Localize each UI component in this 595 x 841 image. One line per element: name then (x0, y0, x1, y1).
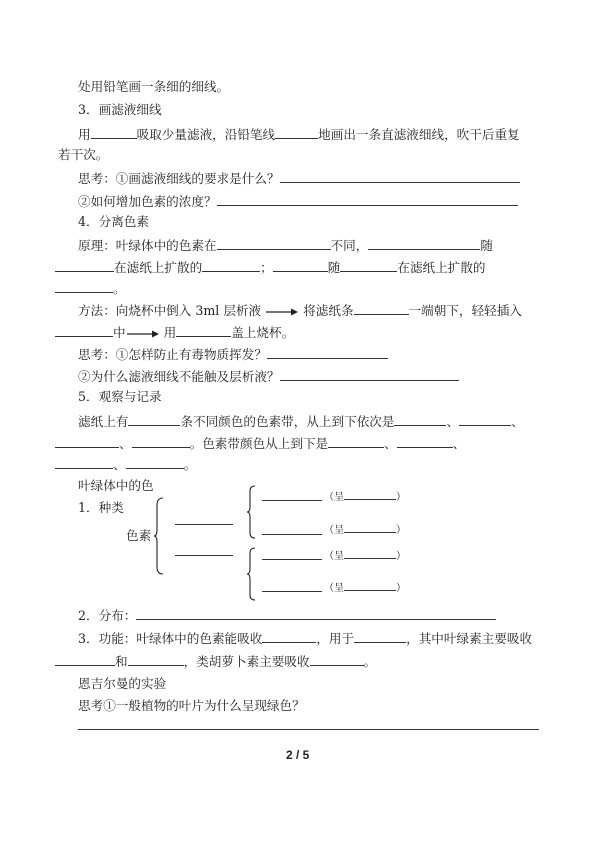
blank[interactable] (202, 259, 260, 272)
text: 不同， (330, 238, 369, 253)
page-number: 2 / 5 (286, 748, 310, 762)
answer-line[interactable] (78, 729, 539, 730)
text: 、 (384, 436, 397, 451)
section-4-heading: 4．分离色素 (78, 214, 149, 229)
function-line-1 (78, 630, 532, 647)
answer-blank[interactable] (280, 368, 459, 381)
text: （呈 (324, 525, 344, 536)
section-3-text (78, 126, 520, 143)
text: 、 (511, 414, 524, 429)
blank[interactable] (354, 630, 406, 643)
text: 3．功能：叶绿体中的色素能吸收 (78, 631, 263, 646)
text: 用 (163, 325, 177, 340)
section-3-heading: 3．画滤液细线 (78, 102, 162, 117)
text: 在滤纸上扩散的 (114, 260, 203, 275)
text: 思考：①怎样防止有毒物质挥发？ (78, 347, 267, 362)
blank[interactable] (394, 413, 446, 426)
right-arrow-icon (126, 329, 160, 339)
color-blank[interactable] (344, 522, 396, 533)
observe-line-1 (78, 413, 524, 430)
text: 随 (480, 238, 493, 253)
blank[interactable] (91, 126, 137, 139)
blank[interactable] (368, 237, 480, 250)
text: 思考：①画滤液细线的要求是什么？ (78, 171, 280, 186)
color-paren (324, 489, 406, 504)
text: 、 (119, 436, 132, 451)
color-paren (324, 548, 406, 563)
text: （呈 (324, 583, 344, 594)
principle-line-3 (55, 280, 126, 297)
text: 。 (113, 281, 126, 296)
pigment-name-blank[interactable] (262, 559, 322, 560)
text: 一端朝下，轻轻插入 (408, 303, 522, 318)
text: 在滤纸上扩散的 (397, 260, 486, 275)
text: ，用于 (316, 631, 355, 646)
section-3-question-1 (78, 170, 520, 187)
pigment-name-blank[interactable] (262, 500, 322, 501)
blank[interactable] (55, 653, 115, 666)
distribution-line (78, 607, 496, 624)
method-line-1 (78, 302, 522, 319)
blank[interactable] (310, 653, 364, 666)
pigment-heading: 叶绿体中的色 (78, 478, 154, 493)
section-3-text-cont: 若干次。 (58, 147, 109, 162)
blank[interactable] (128, 413, 180, 426)
text: ，其中叶绿素主要吸收 (406, 631, 533, 646)
blank[interactable] (132, 435, 190, 448)
answer-blank[interactable] (280, 170, 520, 183)
observe-line-3 (55, 456, 196, 473)
text: 用 (78, 127, 91, 142)
blank[interactable] (275, 126, 318, 139)
right-arrow-icon (265, 307, 299, 317)
blank[interactable] (262, 630, 316, 643)
answer-blank[interactable] (217, 193, 518, 206)
left-brace-icon (246, 547, 256, 601)
text: ； (260, 260, 273, 275)
blank[interactable] (217, 237, 331, 250)
engelmann-question: 思考①一般植物的叶片为什么呈现绿色？ (78, 698, 305, 713)
pigment-name-blank[interactable] (262, 591, 322, 592)
text: ②如何增加色素的浓度？ (78, 194, 217, 209)
engelmann-heading: 恩吉尔曼的实验 (78, 676, 167, 691)
section-3-question-2 (78, 193, 518, 210)
blank[interactable] (354, 302, 409, 315)
blank[interactable] (328, 435, 384, 448)
blank[interactable] (55, 435, 119, 448)
blank[interactable] (128, 653, 184, 666)
principle-line-2 (55, 259, 486, 276)
blank[interactable] (55, 324, 113, 337)
blank[interactable] (176, 324, 231, 337)
text: 、 (446, 414, 460, 429)
text: 地画出一条直滤液细线，吹干后重复 (318, 127, 520, 142)
color-blank[interactable] (344, 580, 396, 591)
blank[interactable] (340, 259, 397, 272)
text: 中 (113, 325, 126, 340)
blank[interactable] (459, 413, 511, 426)
text: 原理：叶绿体中的色素在 (78, 238, 217, 253)
text: 。 (183, 457, 197, 472)
pigment-name-blank[interactable] (262, 534, 322, 535)
blank[interactable] (55, 259, 114, 272)
text: 。色素带颜色从上到下是 (189, 436, 329, 451)
blank[interactable] (55, 456, 113, 469)
blank[interactable] (273, 259, 328, 272)
text: ） (396, 525, 406, 536)
pigment-class-blank-2[interactable] (175, 555, 233, 556)
text: 滤纸上有 (78, 414, 129, 429)
blank[interactable] (397, 435, 453, 448)
pigment-label: 色素 (126, 528, 152, 543)
text: （呈 (324, 551, 344, 562)
text: 方法：向烧杯中倒入 3ml 层析液 (78, 303, 262, 318)
text: （呈 (324, 492, 344, 503)
color-paren (324, 522, 406, 537)
color-paren (324, 580, 406, 595)
color-blank[interactable] (344, 489, 396, 500)
text: 。 (363, 654, 377, 669)
method-line-2 (55, 324, 294, 341)
text: ） (396, 583, 406, 594)
text: ） (396, 551, 406, 562)
answer-blank[interactable] (267, 346, 388, 359)
text: ，类胡萝卜素主要吸收 (183, 654, 310, 669)
section-4-question-1 (78, 346, 388, 363)
left-brace-icon (153, 497, 165, 575)
principle-line-1 (78, 237, 493, 254)
observe-line-2 (55, 435, 465, 452)
text: 盖上烧杯。 (231, 325, 295, 340)
text: 吸取少量滤液，沿铅笔线 (136, 127, 276, 142)
text: ） (396, 492, 406, 503)
function-line-2 (55, 653, 376, 670)
blank[interactable] (126, 456, 184, 469)
blank[interactable] (55, 280, 113, 293)
text: 条不同颜色的色素带，从上到下依次是 (180, 414, 395, 429)
text: ②为什么滤液细线不能触及层析液？ (78, 369, 280, 384)
text: 2．分布： (78, 608, 137, 623)
color-blank[interactable] (344, 548, 396, 559)
pigment-class-blank-1[interactable] (175, 524, 233, 525)
text: 和 (115, 654, 128, 669)
section-5-heading: 5．观察与记录 (78, 389, 162, 404)
answer-blank[interactable] (136, 607, 496, 620)
text: 随 (327, 260, 341, 275)
section-4-question-2 (78, 368, 459, 385)
text: 、 (452, 436, 466, 451)
left-brace-icon (246, 485, 256, 539)
text: 、 (113, 457, 126, 472)
text: 将滤纸条 (303, 303, 354, 318)
pigment-kinds-label: 1．种类 (78, 500, 124, 515)
intro-line: 处用铅笔画一条细的细线。 (78, 79, 230, 94)
